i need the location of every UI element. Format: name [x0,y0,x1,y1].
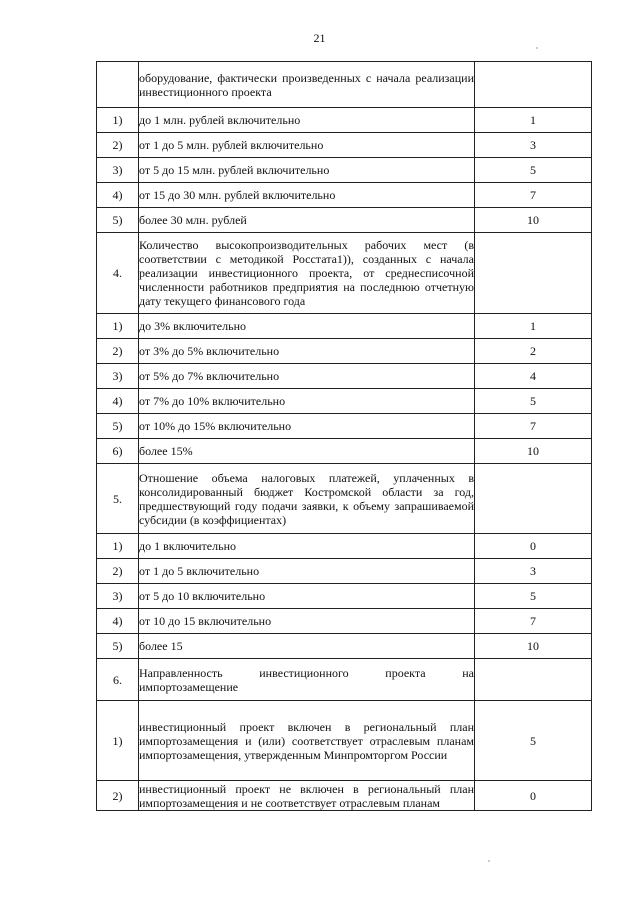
row-number-cell: 2) [97,559,139,584]
score-cell: 0 [475,781,592,811]
row-number-cell: 3) [97,584,139,609]
page-number: 21 [313,31,326,45]
table-row [97,364,592,389]
score-cell: 1 [475,108,592,133]
score-cell: 5 [475,584,592,609]
score-cell: 10 [475,634,592,659]
criterion-text-cell: оборудование, фактически произведенных с начала реализации инвестиционного проекта [139,62,475,108]
criterion-text-cell: от 5 до 10 включительно [139,584,475,609]
criterion-text-cell: от 5 до 15 млн. рублей включительно [139,158,475,183]
row-number-cell: 4) [97,609,139,634]
criterion-text-cell: от 7% до 10% включительно [139,389,475,414]
row-number-cell: 1) [97,108,139,133]
score-cell: 1 [475,314,592,339]
criterion-text-cell: инвестиционный проект включен в региональный план импортозамещения и (или) соответствует отраслевым планам импортозамещения, утвержденным Минпромторгом России [139,701,475,781]
table-row [97,62,592,108]
table-row [97,108,592,133]
criterion-text-cell: более 15 [139,634,475,659]
table-row [97,414,592,439]
row-number-cell: 3) [97,158,139,183]
table-row [97,439,592,464]
score-cell [475,659,592,701]
criterion-text-cell: инвестиционный проект не включен в региональный план импортозамещения и не соответствует отраслевым планам [139,781,474,810]
score-cell: 5 [475,701,592,781]
score-cell: 3 [475,133,592,158]
row-number-cell [97,62,139,108]
table-row [97,133,592,158]
criterion-text-cell: Отношение объема налоговых платежей, уплаченных в консолидированный бюджет Костромской области за год, предшествующий году подачи заявки, к объему запрашиваемой субсидии (в коэффициентах) [139,464,475,534]
criterion-text-cell: от 3% до 5% включительно [139,339,475,364]
row-number-cell: 4. [97,233,139,314]
row-number-cell: 3) [97,364,139,389]
table-row [97,701,592,781]
table-row [97,208,592,233]
criteria-table [96,61,592,811]
row-number-cell: 4) [97,389,139,414]
criterion-text-cell: до 1 млн. рублей включительно [139,108,475,133]
row-number-cell: 5) [97,208,139,233]
table-row [97,781,592,811]
row-number-cell: 2) [97,339,139,364]
criterion-text-cell: от 1 до 5 включительно [139,559,475,584]
row-number-cell: 1) [97,534,139,559]
table-row [97,389,592,414]
criterion-text-cell: от 5% до 7% включительно [139,364,475,389]
scan-speck [536,47,538,49]
row-number-cell: 5. [97,464,139,534]
score-cell [475,62,592,108]
score-cell: 10 [475,439,592,464]
criteria-table-body [97,62,592,811]
table-row [97,233,592,314]
score-cell: 5 [475,389,592,414]
criterion-text-cell: от 15 до 30 млн. рублей включительно [139,183,475,208]
score-cell: 3 [475,559,592,584]
criterion-text-cell: до 3% включительно [139,314,475,339]
score-cell: 7 [475,414,592,439]
row-number-cell: 6. [97,659,139,701]
row-number-cell: 2) [97,781,139,811]
score-cell: 7 [475,183,592,208]
score-cell: 5 [475,158,592,183]
row-number-cell: 4) [97,183,139,208]
criterion-text-cell: от 10% до 15% включительно [139,414,475,439]
table-row [97,534,592,559]
criterion-text-cell: от 10 до 15 включительно [139,609,475,634]
criterion-text-cell: от 1 до 5 млн. рублей включительно [139,133,475,158]
table-row [97,339,592,364]
row-number-cell: 6) [97,439,139,464]
table-row [97,559,592,584]
score-cell: 2 [475,339,592,364]
score-cell: 0 [475,534,592,559]
criterion-text-cell: Направленность инвестиционного проекта на импортозамещение [139,659,475,701]
row-number-cell: 1) [97,314,139,339]
row-number-cell: 2) [97,133,139,158]
score-cell [475,233,592,314]
table-row [97,584,592,609]
table-row [97,659,592,701]
table-row [97,464,592,534]
score-cell: 10 [475,208,592,233]
table-row [97,183,592,208]
criterion-text-cell: до 1 включительно [139,534,475,559]
criterion-text-cell: более 15% [139,439,475,464]
row-number-cell: 5) [97,414,139,439]
score-cell [475,464,592,534]
criterion-text-cell: более 30 млн. рублей [139,208,475,233]
row-number-cell: 5) [97,634,139,659]
score-cell: 7 [475,609,592,634]
table-row [97,609,592,634]
criterion-text-cell: Количество высокопроизводительных рабочих мест (в соответствии с методикой Росстата1)), созданных с начала реализации инвестиционного проекта, от среднесписочной численности работников предприятия на последнюю отчетную дату текущего финансового года [139,233,475,314]
row-number-cell: 1) [97,701,139,781]
scan-speck [488,860,490,862]
table-row [97,314,592,339]
table-row [97,158,592,183]
table-row [97,634,592,659]
score-cell: 4 [475,364,592,389]
